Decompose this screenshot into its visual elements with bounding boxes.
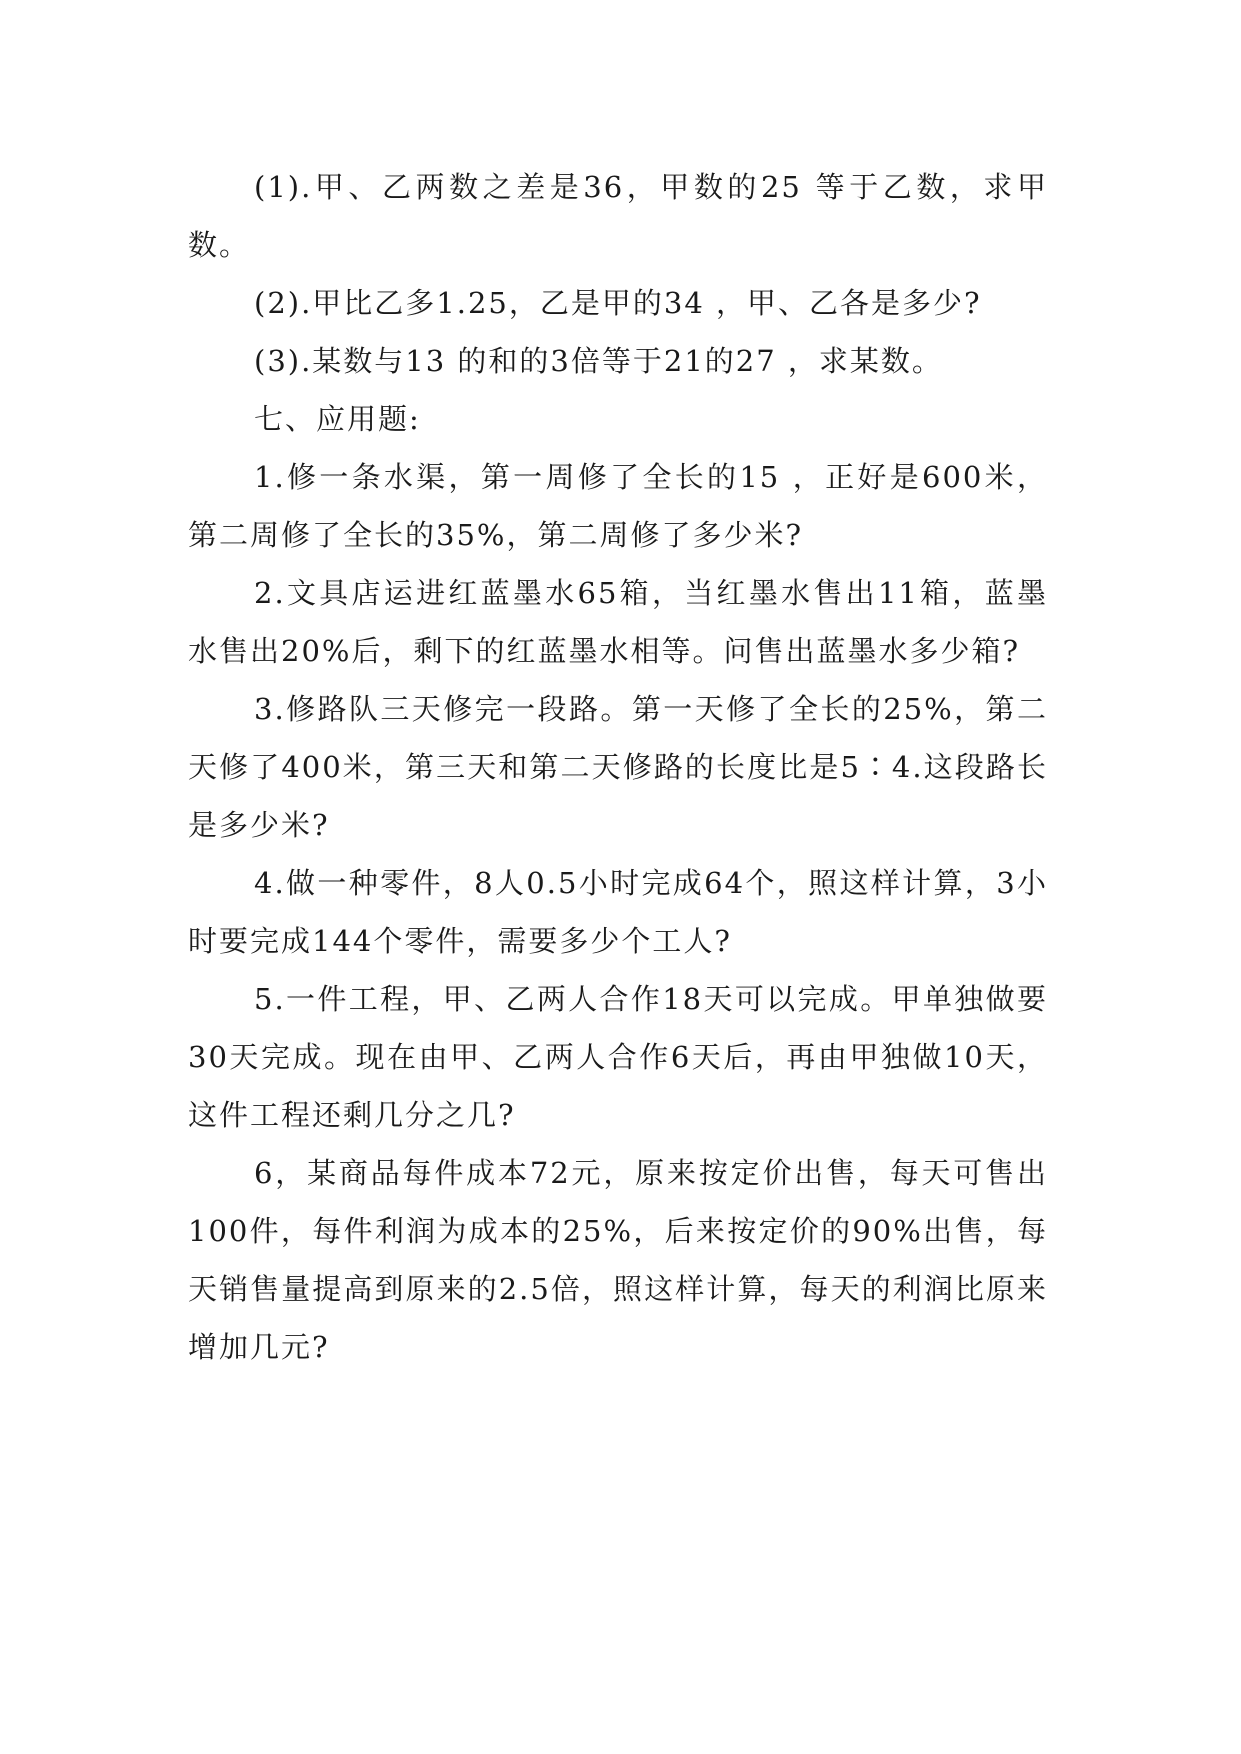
application-problem-4: 4.做一种零件，8人0.5小时完成64个，照这样计算，3小时要完成144个零件，需要多少个工人? (188, 866, 1048, 958)
application-problem-3: 3.修路队三天修完一段路。第一天修了全长的25%，第二天修了400米，第三天和第二天修路的长度比是5∶4.这段路长是多少米? (188, 692, 1048, 842)
problem-2-paragraph: (2).甲比乙多1.25，乙是甲的34 ，甲、乙各是多少? (254, 286, 982, 320)
problem-1-paragraph: (1).甲、乙两数之差是36，甲数的25 等于乙数，求甲数。 (188, 170, 1048, 262)
application-problem-1: 1.修一条水渠，第一周修了全长的15 ，正好是600米，第二周修了全长的35%，第二周修了多少米? (188, 460, 1048, 552)
application-problem-5: 5.一件工程，甲、乙两人合作18天可以完成。甲单独做要30天完成。现在由甲、乙两人合作6天后，再由甲独做10天，这件工程还剩几分之几? (188, 982, 1048, 1132)
document-body (188, 158, 1048, 1376)
application-problem-2: 2.文具店运进红蓝墨水65箱，当红墨水售出11箱，蓝墨水售出20%后，剩下的红蓝墨水相等。问售出蓝墨水多少箱? (188, 576, 1048, 668)
section-heading: 七、应用题: (254, 402, 421, 436)
application-problem-6: 6，某商品每件成本72元，原来按定价出售，每天可售出100件，每件利润为成本的25%，后来按定价的90%出售，每天销售量提高到原来的2.5倍，照这样计算，每天的利润比原来增加几元? (188, 1156, 1048, 1364)
problem-3-paragraph: (3).某数与13 的和的3倍等于21的27 ，求某数。 (254, 344, 943, 378)
